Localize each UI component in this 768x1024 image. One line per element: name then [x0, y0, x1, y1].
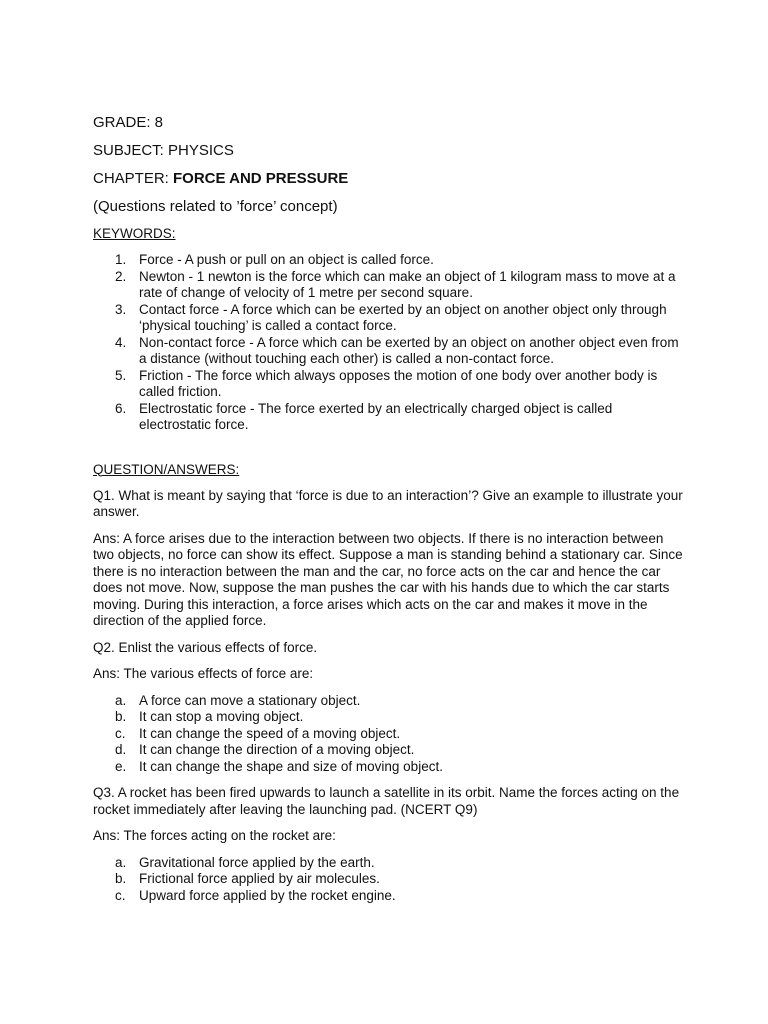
- grade-line: GRADE: 8: [93, 114, 164, 131]
- list-item: [93, 742, 683, 759]
- question-1: Q1. What is meant by saying that ‘force is due to an interaction’? Give an example to illustrate your answer.: [93, 487, 683, 519]
- keywords-list: [93, 252, 683, 434]
- list-number: 3.: [115, 301, 127, 317]
- answer-1: Ans: A force arises due to the interaction between two objects. If there is no interaction between two objects, no force can show its effect. Suppose a man is standing behind a stationary car. Since there is no interaction between the man and the car, no force acts on the car and hence the car does not move. Now, suppose the man pushes the car with his hands due to which the car starts moving. During this interaction, a force arises which acts on the car and makes it move in the direction of the applied force.: [93, 530, 683, 628]
- list-letter: e.: [115, 758, 127, 774]
- list-text: Gravitational force applied by the earth.: [139, 854, 375, 870]
- list-letter: c.: [115, 887, 126, 903]
- list-text: Upward force applied by the rocket engine.: [139, 887, 396, 903]
- list-item: [93, 335, 683, 368]
- answer-3-intro: Ans: The forces acting on the rocket are:: [93, 828, 336, 843]
- list-letter: b.: [115, 709, 127, 724]
- chapter-note: (Questions related to ’force’ concept): [93, 198, 338, 215]
- qa-heading: QUESTION/ANSWERS:: [93, 461, 240, 477]
- answer-2-intro: Ans: The various effects of force are:: [93, 666, 314, 681]
- chapter-line: [93, 170, 683, 188]
- list-item: [93, 401, 683, 434]
- document-page: [93, 114, 683, 914]
- subject-line: SUBJECT: PHYSICS: [93, 142, 234, 159]
- list-text: It can change the direction of a moving object.: [139, 742, 415, 757]
- answer-2-list: [93, 693, 683, 776]
- list-item: [93, 302, 683, 335]
- list-item: [93, 855, 683, 872]
- keywords-heading: KEYWORDS:: [93, 226, 176, 241]
- list-item: [93, 759, 683, 776]
- list-item: [93, 888, 683, 905]
- chapter-name: FORCE AND PRESSURE: [173, 170, 349, 187]
- question-2: Q2. Enlist the various effects of force.: [93, 639, 318, 655]
- list-item: [93, 269, 683, 302]
- list-letter: c.: [115, 725, 126, 741]
- list-letter: a.: [115, 854, 127, 870]
- list-item: [93, 252, 683, 269]
- list-text: Friction - The force which always opposes the motion of one body over another body is called friction.: [139, 367, 658, 399]
- list-text: Force - A push or pull on an object is called force.: [139, 252, 434, 267]
- list-letter: b.: [115, 871, 127, 886]
- list-text: It can stop a moving object.: [139, 709, 304, 724]
- list-text: Non-contact force - A force which can be exerted by an object on another object even from a distance (without touching each other) is called a non-contact force.: [139, 334, 679, 366]
- list-number: 4.: [115, 334, 127, 350]
- list-letter: d.: [115, 742, 127, 757]
- list-item: [93, 871, 683, 888]
- list-number: 2.: [115, 268, 127, 284]
- list-text: Frictional force applied by air molecules.: [139, 871, 380, 886]
- list-letter: a.: [115, 692, 127, 708]
- list-number: 5.: [115, 367, 127, 383]
- list-text: It can change the shape and size of moving object.: [139, 758, 443, 774]
- list-item: [93, 693, 683, 710]
- answer-3-list: [93, 855, 683, 905]
- list-item: [93, 726, 683, 743]
- question-3: Q3. A rocket has been fired upwards to launch a satellite in its orbit. Name the forces acting on the rocket immediately after leaving the launching pad. (NCERT Q9): [93, 785, 680, 817]
- list-text: It can change the speed of a moving object.: [139, 725, 401, 741]
- list-text: Contact force - A force which can be exerted by an object on another object only through ‘physical touching’ is called a contact force.: [139, 301, 667, 333]
- list-item: [93, 709, 683, 726]
- list-item: [93, 368, 683, 401]
- list-text: Newton - 1 newton is the force which can make an object of 1 kilogram mass to move at a rate of change of velocity of 1 metre per second square.: [139, 268, 676, 300]
- list-text: Electrostatic force - The force exerted by an electrically charged object is called electrostatic force.: [139, 400, 613, 432]
- list-text: A force can move a stationary object.: [139, 692, 361, 708]
- chapter-prefix: CHAPTER:: [93, 170, 174, 187]
- list-number: 6.: [115, 400, 127, 416]
- list-number: 1.: [115, 252, 127, 267]
